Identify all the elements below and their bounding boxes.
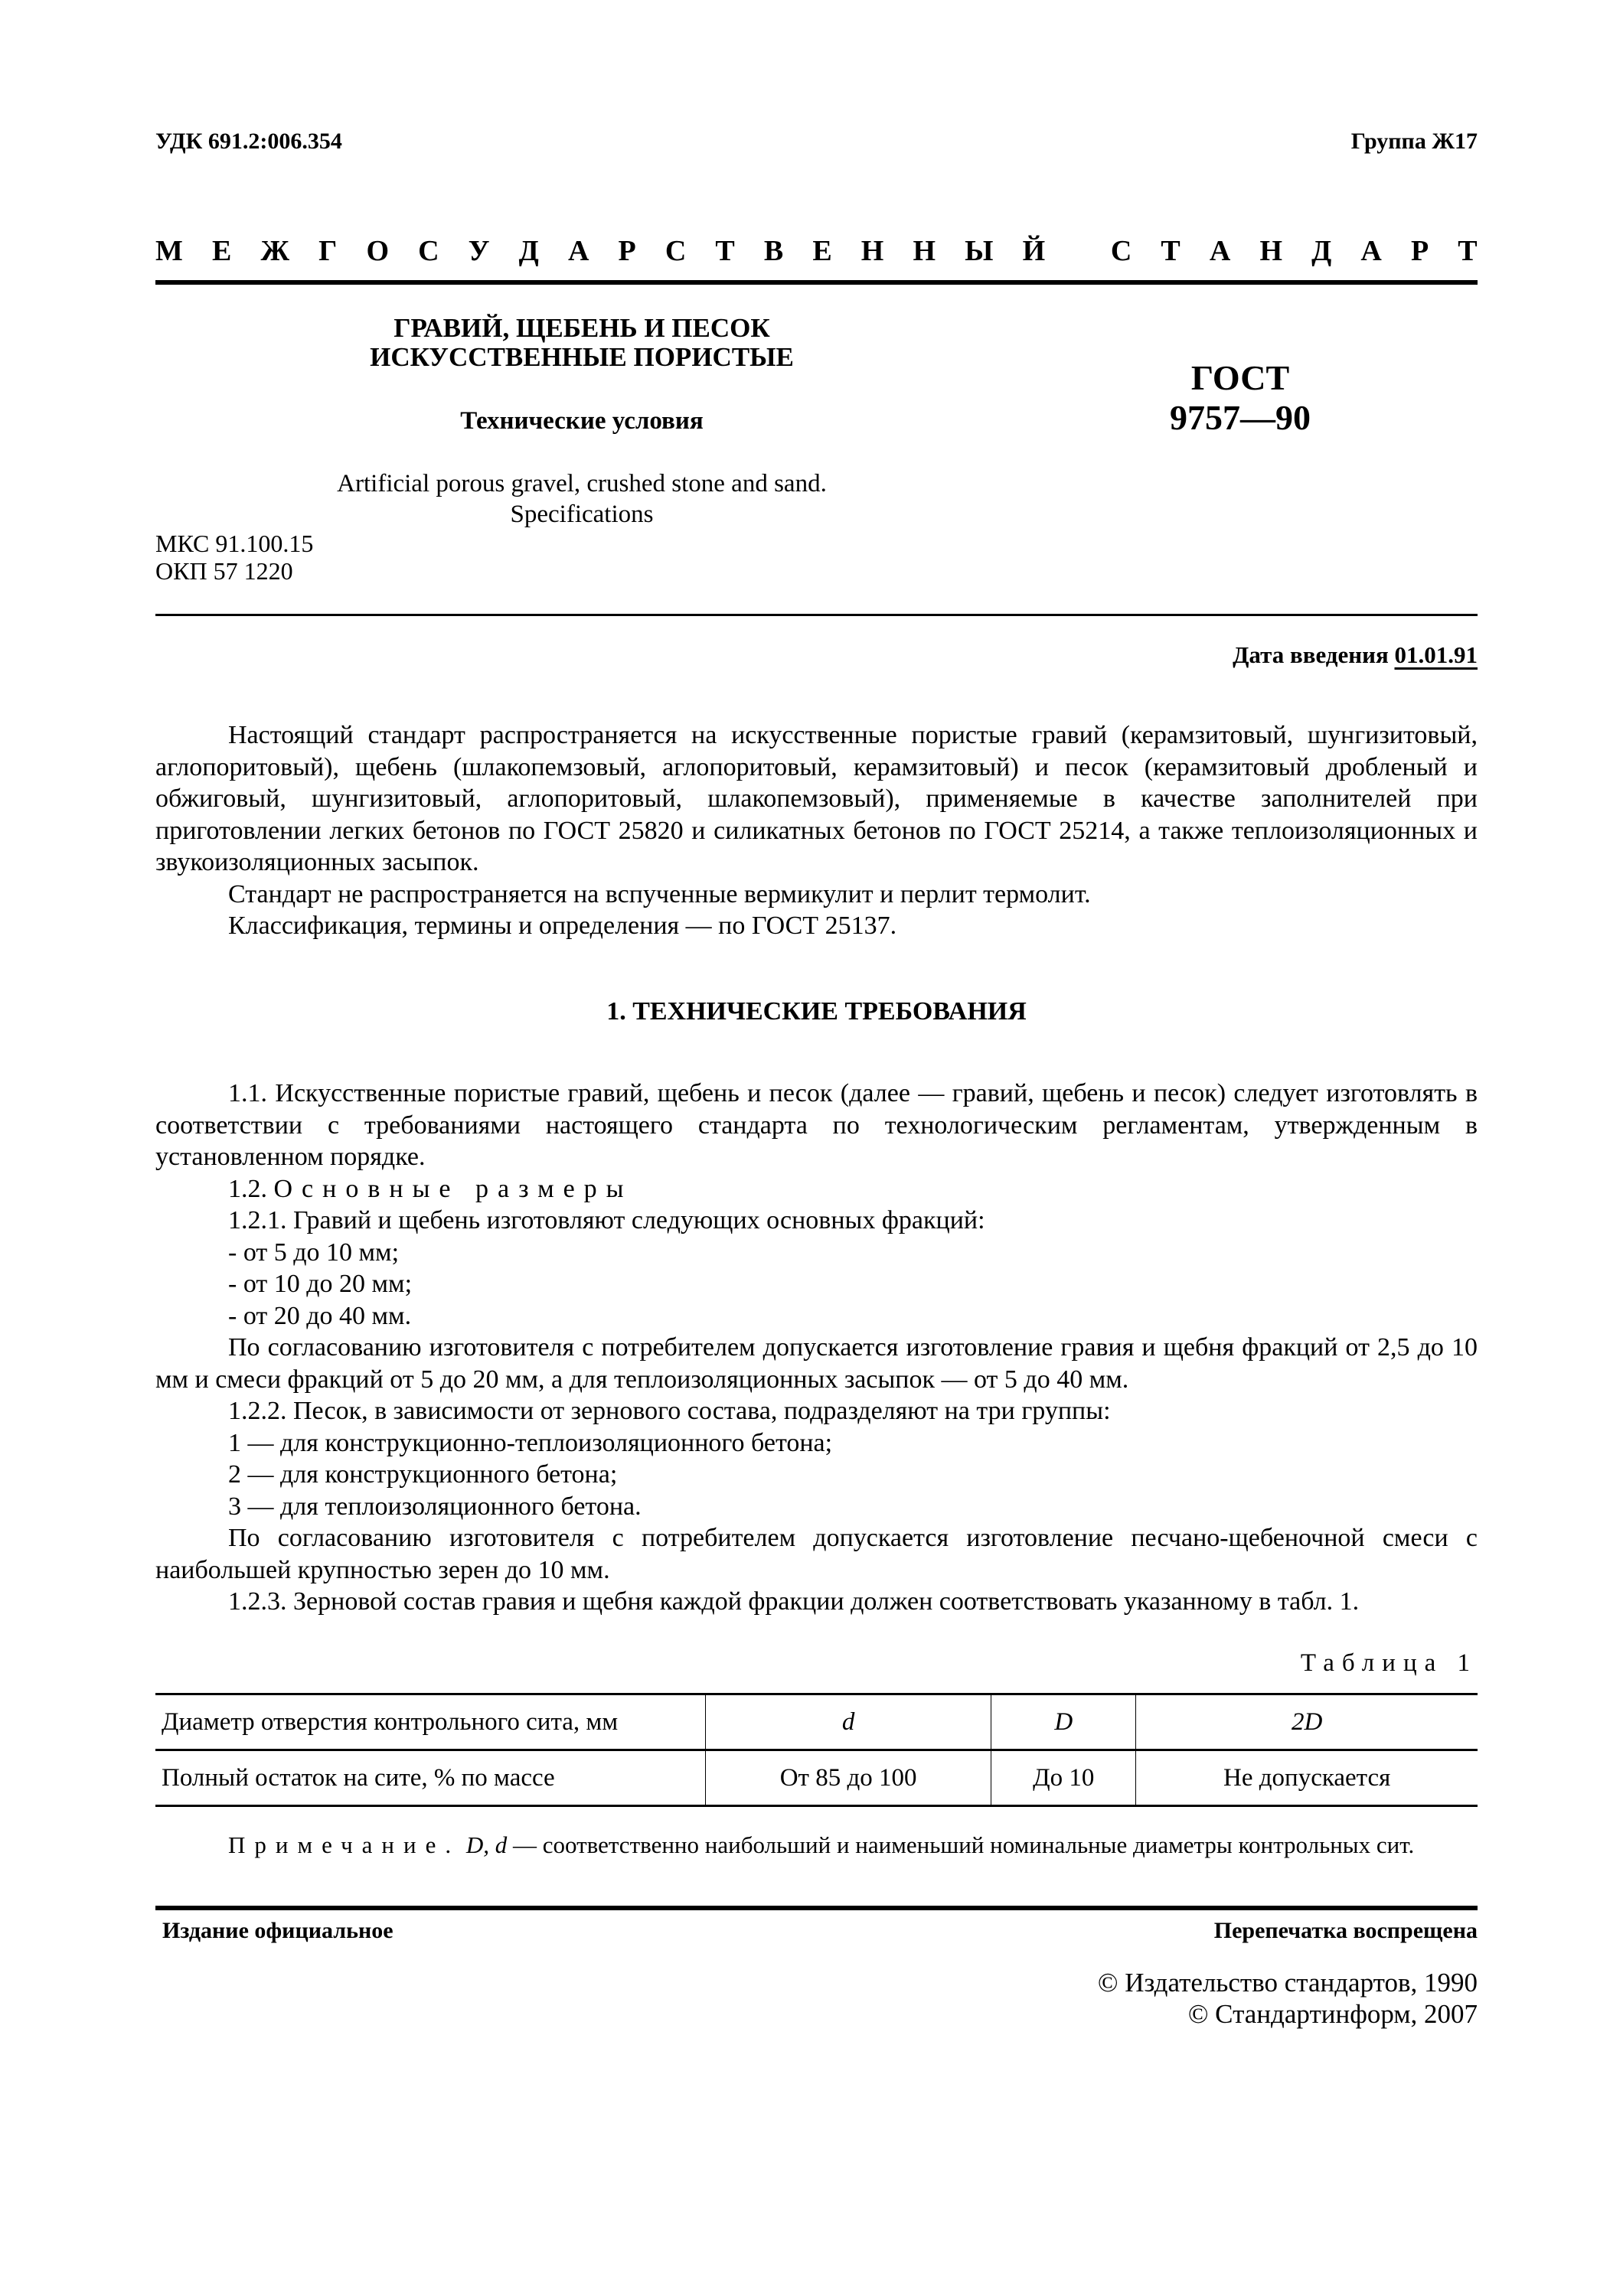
table-cell: От 85 до 100 (706, 1750, 991, 1806)
title-letter (1074, 234, 1082, 268)
table-row (155, 1694, 1478, 1750)
interstate-standard-title (155, 234, 1478, 268)
clause-1-2 (155, 1173, 1478, 1205)
fraction-item: - от 10 до 20 мм; (228, 1270, 413, 1298)
title-letter: Ы (965, 235, 994, 267)
title-letter: Р (618, 235, 636, 267)
title-letter: Д (518, 235, 539, 267)
header-rule (155, 280, 1478, 285)
title-letter: А (567, 235, 589, 267)
clause-number: 1.2. (228, 1174, 267, 1203)
section-1-body (155, 1078, 1478, 1618)
title-letter: Н (860, 235, 884, 267)
title-letter: Т (1458, 235, 1478, 267)
title-letter: Т (715, 235, 735, 267)
title-letter: С (665, 235, 687, 267)
table-1 (155, 1693, 1478, 1807)
title-line-1: ГРАВИЙ, ЩЕБЕНЬ И ПЕСОК (394, 313, 770, 343)
title-letter: С (1110, 235, 1132, 267)
english-title-line-1: Artificial porous gravel, crushed stone and sand. (337, 470, 827, 497)
title-letter: У (468, 235, 490, 267)
table-cell: Диаметр отверстия контрольного сита, мм (155, 1694, 706, 1750)
copyright-line: © Издательство стандартов, 1990 (1097, 1968, 1478, 1998)
group-code: Группа Ж17 (1350, 129, 1478, 154)
title-letter: С (418, 235, 439, 267)
note-text: — соответственно наибольший и наименьший номинальные диаметры контрольных сит. (507, 1831, 1415, 1858)
title-letter: Д (1311, 235, 1332, 267)
date-label: Дата введения (1233, 641, 1389, 668)
introduction-date (1233, 641, 1478, 669)
table-cell: Не допускается (1136, 1750, 1478, 1806)
sand-group-item: 3 — для теплоизоляционного бетона. (228, 1492, 642, 1521)
intro-text (155, 719, 1478, 942)
table-caption: Таблица 1 (1300, 1649, 1478, 1677)
copyright-block (1098, 1967, 1478, 2030)
intro-paragraph: Классификация, термины и определения — по ГОСТ 25137. (228, 912, 897, 940)
table-cell: D (991, 1694, 1136, 1750)
sand-agreement: По согласованию изготовителя с потребителем допускается изготовление песчано-щебеночной смеси с наибольшей крупностью зерен до 10 мм. (155, 1524, 1478, 1584)
table-row (155, 1750, 1478, 1806)
mks-code: МКС 91.100.15 (155, 530, 314, 557)
english-title (291, 468, 873, 530)
udk-code: УДК 691.2:006.354 (155, 129, 342, 154)
sand-group-item: 1 — для конструкционно-теплоизоляционного бетона; (228, 1428, 833, 1457)
gost-designation (1125, 358, 1355, 438)
english-title-line-2: Specifications (510, 501, 654, 528)
intro-paragraph: Стандарт не распространяется на вспученные вермикулит и перлит термолит. (228, 879, 1091, 908)
title-letter: Г (318, 235, 338, 267)
title-letter: В (763, 235, 784, 267)
title-letter: А (1360, 235, 1382, 267)
fraction-item: - от 20 до 40 мм. (228, 1301, 412, 1330)
date-value: 01.01.91 (1394, 641, 1478, 668)
reprint-prohibited: Перепечатка воспрещена (1213, 1918, 1478, 1943)
title-letter: Р (1410, 235, 1429, 267)
footer-rule (155, 1906, 1478, 1910)
title-letter: Е (812, 235, 832, 267)
clause-1-2-3: 1.2.3. Зерновой состав гравия и щебня каждой фракции должен соответствовать указанному в табл. 1. (228, 1587, 1360, 1616)
clause-1-1: 1.1. Искусственные пористые гравий, щебень и песок (далее — гравий, щебень и песок) следует изготовлять в соответствии с требованиями настоящего стандарта по технологическим регламентам, утвержденным в установленном порядке. (155, 1079, 1478, 1171)
official-edition: Издание официальное (162, 1918, 394, 1943)
title-letter: Н (1259, 235, 1283, 267)
title-letter: Т (1161, 235, 1181, 267)
clause-1-2-2: 1.2.2. Песок, в зависимости от зернового состава, подразделяют на три группы: (228, 1397, 1111, 1425)
title-letter: О (366, 235, 389, 267)
okp-code: ОКП 57 1220 (155, 557, 293, 585)
table-cell: До 10 (991, 1750, 1136, 1806)
section-heading: 1. ТЕХНИЧЕСКИЕ ТРЕБОВАНИЯ (606, 997, 1027, 1026)
title-letter: Н (913, 235, 936, 267)
copyright-line: © Стандартинформ, 2007 (1187, 1999, 1478, 2029)
sand-group-item: 2 — для конструкционного бетона; (228, 1460, 618, 1489)
clause-1-2-1: 1.2.1. Гравий и щебень изготовляют следующих основных фракций: (228, 1206, 985, 1234)
intro-paragraph: Настоящий стандарт распространяется на искусственные пористые гравий (керамзитовый, шунгизитовый, аглопоритовый), щебень (шлакопемзовый, аглопоритовый, керамзитовый) и песок (керамзитовый дробленый и обжиговый, шунгизитовый, аглопоритовый, шлакопемзовый), применяемые в качестве заполнителей при приготовлении легких бетонов по ГОСТ 25820 и силикатных бетонов по ГОСТ 25214, а также теплоизоляционных и звукоизоляционных засыпок. (155, 721, 1478, 876)
subtitle-text: Технические условия (460, 407, 704, 435)
document-title (291, 314, 873, 372)
table-cell: Полный остаток на сите, % по массе (155, 1750, 706, 1806)
gost-label: ГОСТ (1190, 358, 1290, 397)
clause-title: Основные размеры (273, 1174, 633, 1203)
note-symbols: D, d (465, 1831, 508, 1858)
title-line-2: ИСКУССТВЕННЫЕ ПОРИСТЫЕ (370, 342, 794, 372)
title-letter: А (1209, 235, 1231, 267)
document-subtitle (291, 407, 873, 435)
table-cell: 2D (1136, 1694, 1478, 1750)
fraction-agreement: По согласованию изготовителя с потребителем допускается изготовление гравия и щебня фракций от 2,5 до 10 мм и смеси фракций от 5 до 20 мм, а для теплоизоляционных засыпок — от 5 до 40 мм. (155, 1333, 1478, 1394)
table-cell: d (706, 1694, 991, 1750)
title-rule (155, 614, 1478, 616)
fraction-item: - от 5 до 10 мм; (228, 1238, 400, 1267)
title-letter: Е (211, 235, 232, 267)
title-letter: М (155, 235, 183, 267)
title-letter: Й (1022, 235, 1046, 267)
gost-number: 9757—90 (1170, 398, 1311, 437)
classification-codes (155, 530, 313, 585)
table-note (155, 1829, 1478, 1861)
title-letter: Ж (260, 235, 290, 267)
note-label: Примечание. (228, 1831, 461, 1858)
